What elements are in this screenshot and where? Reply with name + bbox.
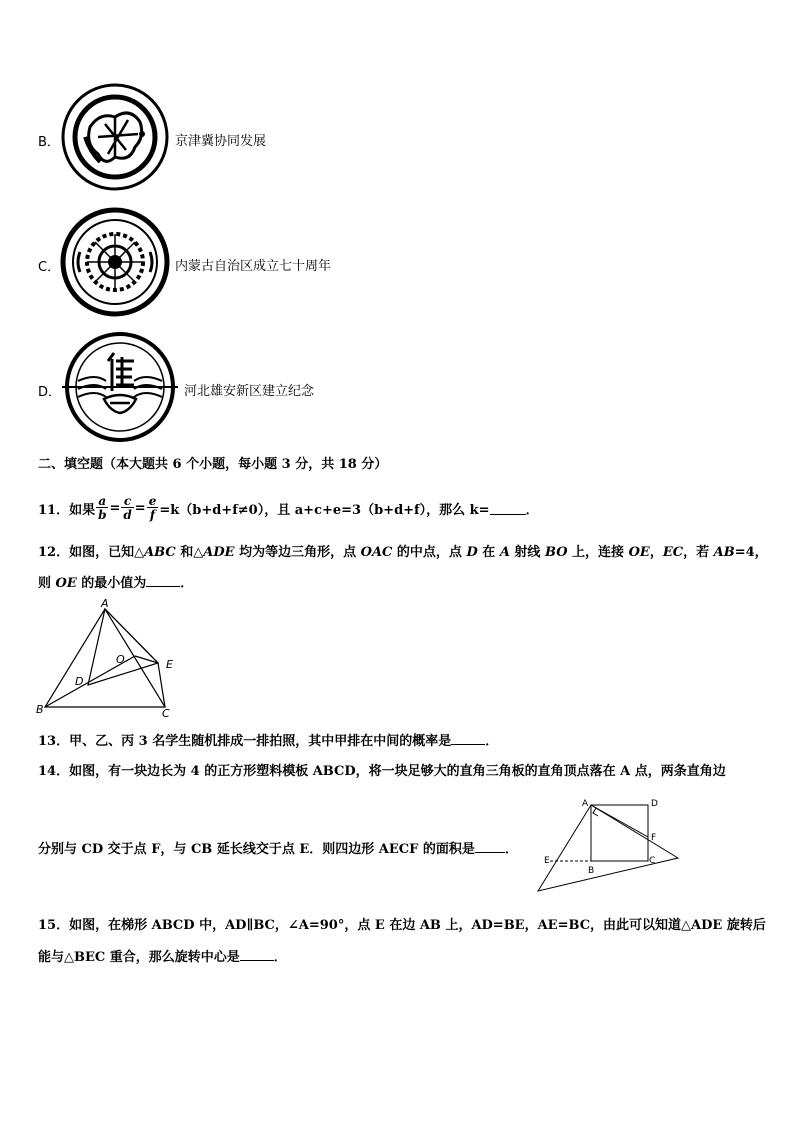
option-d-text: 河北雄安新区建立纪念 (184, 384, 315, 399)
q14-label-d: D (651, 799, 658, 809)
question-12-line-1: 12．如图，已知△ABC 和△ADE 均为等边三角形，点 OAC 的中点，点 D 在 A 射线 BO 上，连接 OE，EC，若 AB=4， (38, 545, 768, 560)
q14-label-f: F (651, 833, 657, 843)
q11-frac-3: $\frac{e}{f}$ (148, 494, 157, 522)
q12-label-d: D (75, 675, 84, 688)
q15-answer-blank[interactable] (240, 948, 274, 961)
q12-answer-blank[interactable] (146, 574, 180, 587)
question-14-line-1: 14．如图，有一块边长为 4 的正方形塑料模板 ABCD，将一块足够大的直角三角板的直角顶点落在 A 点，两条直角边 (38, 764, 726, 779)
q14-label-c: C (649, 856, 656, 866)
section-title: 二、填空题（本大题共 6 个小题，每小题 3 分，共 18 分） (38, 457, 388, 472)
option-c-label: C． (38, 260, 61, 275)
q11-eq-2: = (134, 500, 146, 516)
q12-label-c: C (162, 707, 170, 720)
q11-prefix: 11．如果 (38, 502, 96, 518)
q12-label-o: O (116, 653, 125, 666)
question-12-line-2: 则 OE 的最小值为 ． (38, 576, 194, 591)
option-c-text: 内蒙古自治区成立七十周年 (175, 259, 332, 274)
q14-label-a: A (582, 799, 589, 809)
question-13: 13．甲、乙、丙 3 名学生随机排成一排拍照，其中甲排在中间的概率是 ． (38, 734, 499, 749)
q14-figure (530, 795, 690, 895)
coin-xiongan-icon (60, 331, 180, 443)
question-15-line-1: 15．如图，在梯形 ABCD 中，AD∥BC，∠A=90°，点 E 在边 AB 上，AD=BE，AE=BC，由此可以知道△ADE 旋转后 (38, 918, 766, 933)
option-b-text: 京津冀协同发展 (175, 134, 267, 149)
q14-label-e: E (544, 856, 550, 866)
option-b-label: B． (38, 135, 60, 150)
coin-inner-mongolia-icon (60, 207, 170, 317)
coin-jingjinji-icon (60, 82, 170, 192)
q12-label-e: E (166, 658, 173, 671)
q11-answer-blank[interactable] (490, 502, 526, 515)
q11-end: ． (525, 502, 539, 518)
q11-eq-1: = (109, 500, 121, 516)
q11-frac-2: $\frac{c}{d}$ (123, 494, 132, 522)
q14-answer-blank[interactable] (475, 840, 505, 853)
question-15-line-2: 能与△BEC 重合，那么旋转中心是 ． (38, 950, 287, 965)
question-14-line-2: 分别与 CD 交于点 F，与 CB 延长线交于点 E．则四边形 AECF 的面积是 ． (38, 842, 518, 857)
q12-label-b: B (36, 703, 44, 716)
question-11 (38, 488, 539, 528)
q12-label-a: A (101, 597, 109, 610)
option-d-label: D． (38, 385, 62, 400)
q13-answer-blank[interactable] (451, 732, 485, 745)
q11-frac-1: $\frac{a}{b}$ (98, 494, 107, 522)
q12-figure (30, 595, 190, 720)
q14-label-b: B (588, 866, 595, 876)
q11-suffix: =k（b+d+f≠0），且 a+c+e=3（b+d+f），那么 k= (159, 502, 490, 518)
